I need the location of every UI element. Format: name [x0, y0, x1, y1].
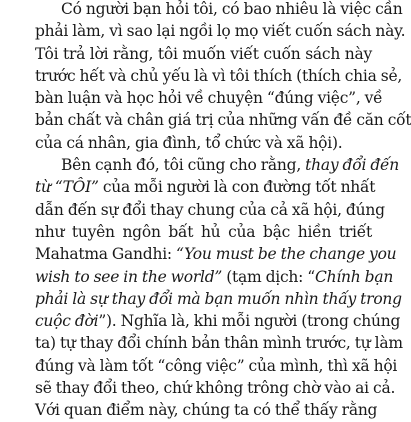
text-run: Có người bạn hỏi tôi, có bao nhiêu là việc cần: [61, 0, 403, 18]
text-line: [35, 154, 400, 176]
text-run: dẫn đến sự đổi thay chung của cả xã hội, đúng: [35, 200, 385, 219]
italic-text: từ “TÔI”: [35, 178, 99, 197]
paragraph: [35, 0, 411, 154]
text-run: của cá nhân, gia đình, tổ chức và xã hội).: [35, 133, 343, 152]
text-run: Tôi trả lời rằng, tôi muốn viết cuốn sách này: [35, 44, 372, 63]
text-run: phải làm, vì sao lại ngồi lọ mọ viết cuốn sách này.: [35, 22, 406, 41]
text-line: [35, 43, 372, 65]
text-run: Bên cạnh đó, tôi cũng cho rằng,: [61, 156, 306, 175]
text-line: [35, 377, 396, 399]
text-run: sẽ thay đổi theo, chứ không trông chờ vào ai cả.: [35, 379, 396, 398]
text-line: [35, 288, 402, 310]
text-run: trước hết và chủ yếu là vì tôi thích (thích chia sẻ,: [35, 66, 403, 85]
text-run: như tuyên ngôn bất hủ của bậc hiền triết: [35, 222, 372, 241]
italic-text: wish to see in the world”: [35, 267, 223, 286]
text-line: [35, 109, 411, 131]
italic-text: phải là sự thay đổi mà bạn muốn nhìn thấy trong: [35, 289, 402, 308]
text-line: [35, 310, 401, 332]
text-line: [35, 243, 397, 265]
text-line: [35, 87, 383, 109]
text-line: [35, 355, 398, 377]
text-line: [35, 199, 385, 221]
text-line: [35, 65, 403, 87]
text-line: [35, 176, 376, 198]
text-line: [35, 266, 394, 288]
body-text: [35, 0, 411, 422]
text-line: [35, 20, 406, 42]
text-run: bản chất và chân giá trị của những vấn đề căn cốt: [35, 111, 411, 130]
text-run: đúng và làm tốt “công việc” của mình, thì xã hội: [35, 356, 398, 375]
text-line: [35, 221, 372, 243]
paragraph: [35, 154, 403, 422]
text-line: [35, 0, 403, 20]
italic-text: Chính bạn: [314, 267, 394, 286]
text-line: [35, 132, 372, 154]
text-run: của mỗi người là con đường tốt nhất: [98, 178, 376, 197]
text-line: [35, 332, 403, 354]
italic-text: thay đổi đến: [305, 156, 400, 175]
text-run: ta) tự thay đổi chính bản thân mình trước, tự làm: [35, 334, 403, 353]
text-run: ”). Nghĩa là, khi mỗi người (trong chúng: [98, 312, 401, 331]
text-line: [35, 399, 378, 421]
text-run: Với quan điểm này, chúng ta có thể thấy rằng: [35, 401, 378, 420]
text-run: (tạm dịch: “: [222, 267, 315, 286]
text-run: bàn luận và học hỏi về chuyện “đúng việc”, về: [35, 89, 383, 108]
italic-text: “You must be the change you: [176, 245, 397, 264]
text-run: Mahatma Gandhi:: [35, 245, 177, 264]
italic-text: cuộc đời: [35, 312, 99, 331]
